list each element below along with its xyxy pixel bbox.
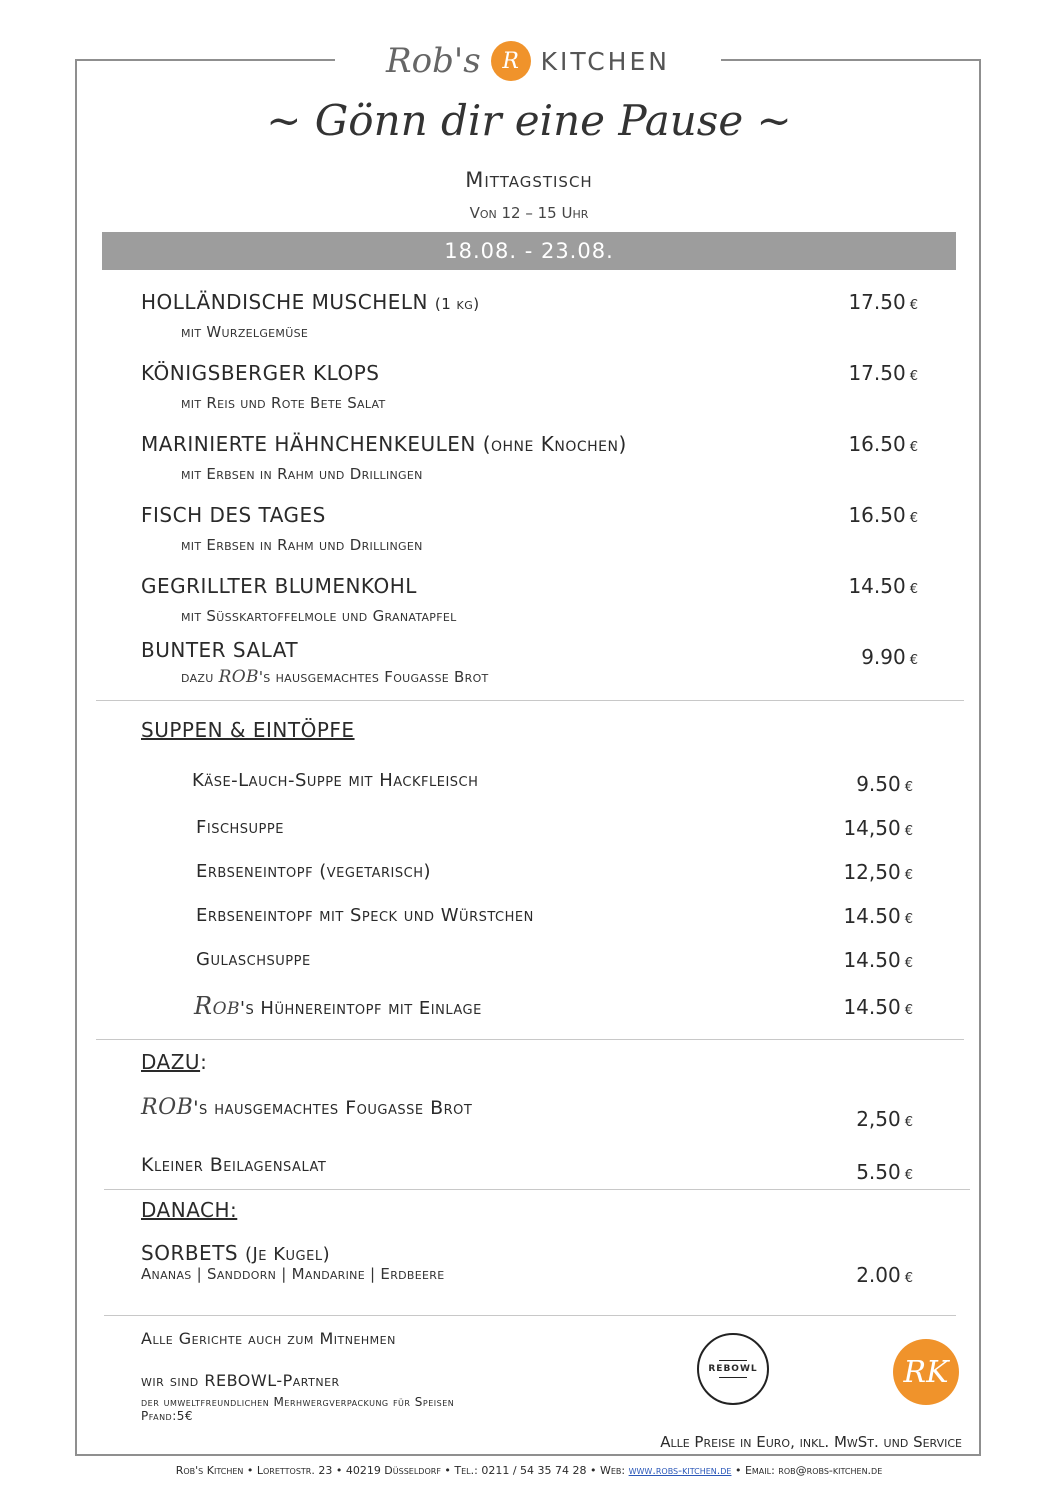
brand-rob: Rob's	[386, 41, 481, 81]
currency-symbol: €	[904, 956, 913, 971]
menu-item-desc: mit Erbsen in Rahm und Drillingen	[181, 536, 423, 554]
side-price	[793, 1107, 913, 1131]
page-subtitle: Mittagstisch	[465, 168, 593, 192]
currency-symbol: €	[904, 1003, 913, 1018]
item-title: HOLLÄNDISCHE MUSCHELN	[141, 290, 428, 314]
address-text: Rob's Kitchen • Lorettostr. 23 • 40219 Düsseldorf • Tel.: 0211 / 54 35 74 28 • Web:	[175, 1464, 629, 1477]
dessert-item	[141, 1241, 330, 1265]
rebowl-logo-bar	[719, 1377, 747, 1378]
price-value: 16.50	[848, 503, 906, 527]
currency-symbol: €	[904, 780, 913, 795]
menu-item-desc: mit Erbsen in Rahm und Drillingen	[181, 465, 423, 483]
item-title: FISCH DES TAGES	[141, 503, 326, 527]
menu-item-name	[141, 290, 480, 314]
price-value: 9.90	[861, 645, 906, 669]
price-value: 5.50	[856, 1160, 901, 1184]
menu-item-price	[798, 361, 918, 385]
heading-text: DAZU	[141, 1050, 201, 1074]
side-item: Kleiner Beilagensalat	[141, 1154, 327, 1176]
section-divider	[96, 700, 964, 701]
soup-item: Erbseneintopf (vegetarisch)	[196, 861, 432, 882]
item-title: 's Hühnereintopf mit Einlage	[240, 998, 482, 1019]
price-value: 2.00	[856, 1263, 901, 1287]
section-divider	[104, 1189, 970, 1190]
menu-item-price	[798, 645, 918, 669]
price-value: 14.50	[848, 574, 906, 598]
rebowl-logo-text: REBOWL	[708, 1364, 758, 1374]
menu-item-desc: mit Reis und Rote Bete Salat	[181, 394, 386, 412]
tagline: ~ Gönn dir eine Pause ~	[266, 96, 792, 145]
currency-symbol: €	[904, 1271, 913, 1286]
price-value: 2,50	[856, 1107, 901, 1131]
brand-header	[345, 36, 711, 86]
rob-script: Rob	[194, 992, 240, 1020]
item-note: (Je Kugel)	[244, 1244, 331, 1265]
currency-symbol: €	[904, 1168, 913, 1183]
item-title: BUNTER SALAT	[141, 638, 299, 662]
dessert-flavors: Ananas | Sanddorn | Mandarine | Erdbeere	[141, 1265, 445, 1283]
soup-price	[793, 860, 913, 884]
email-text: • Email: rob@robs-kitchen.de	[731, 1464, 883, 1477]
soup-price	[793, 948, 913, 972]
section-heading-soups: SUPPEN & EINTÖPFE	[141, 718, 355, 742]
currency-symbol: €	[904, 868, 913, 883]
menu-item-price	[798, 432, 918, 456]
currency-symbol: €	[904, 824, 913, 839]
rebowl-logo-icon	[697, 1333, 769, 1405]
date-range-bar	[102, 232, 956, 270]
currency-symbol: €	[909, 298, 918, 313]
rk-logo-icon: RK	[893, 1339, 959, 1405]
brand-kitchen: KITCHEN	[540, 46, 670, 76]
item-note: (ohne Knochen)	[482, 432, 627, 456]
soup-price	[793, 995, 913, 1019]
rebowl-desc: der umweltfreundlichen Merhwergverpackung für Speisen	[141, 1395, 455, 1409]
side-price	[793, 1160, 913, 1184]
rebowl-partner: wir sind REBOWL-Partner	[141, 1371, 340, 1390]
soup-price	[793, 772, 913, 796]
currency-symbol: €	[909, 511, 918, 526]
section-heading-danach: DANACH:	[141, 1198, 238, 1222]
deposit-note: Pfand:5€	[141, 1409, 194, 1423]
prices-note: Alle Preise in Euro, inkl. MwSt. und Service	[660, 1433, 962, 1451]
price-value: 14.50	[843, 904, 901, 928]
desc-prefix: dazu	[181, 668, 214, 686]
item-title: 's hausgemachtes Fougasse Brot	[193, 1097, 473, 1119]
menu-item-desc	[181, 667, 489, 687]
takeaway-note: Alle Gerichte auch zum Mitnehmen	[141, 1329, 396, 1348]
menu-item-name	[141, 503, 326, 527]
currency-symbol: €	[909, 369, 918, 384]
brand-logo-icon: R	[491, 41, 531, 81]
price-value: 14.50	[843, 948, 901, 972]
currency-symbol: €	[909, 440, 918, 455]
desc-suffix: 's hausgemachtes Fougasse Brot	[258, 668, 489, 686]
price-value: 16.50	[848, 432, 906, 456]
menu-item-price	[798, 503, 918, 527]
soup-item: Gulaschsuppe	[196, 949, 311, 970]
currency-symbol: €	[909, 582, 918, 597]
item-title: SORBETS	[141, 1241, 239, 1265]
currency-symbol: €	[904, 912, 913, 927]
menu-item-name	[141, 432, 627, 456]
price-value: 17.50	[848, 361, 906, 385]
rob-script: ROB	[218, 667, 259, 687]
rob-script: ROB	[141, 1095, 194, 1120]
price-value: 9.50	[856, 772, 901, 796]
soup-item: Käse-Lauch-Suppe mit Hackfleisch	[192, 770, 479, 791]
price-value: 12,50	[843, 860, 901, 884]
price-value: 14,50	[843, 816, 901, 840]
side-item	[141, 1095, 472, 1120]
item-title: KÖNIGSBERGER KLOPS	[141, 361, 380, 385]
date-range: 18.08. - 23.08.	[444, 239, 614, 263]
menu-item-name	[141, 574, 417, 598]
soup-item	[194, 992, 482, 1020]
item-title: GEGRILLTER BLUMENKOHL	[141, 574, 417, 598]
dessert-price	[793, 1263, 913, 1287]
rebowl-logo-bar	[719, 1360, 747, 1361]
price-value: 14.50	[843, 995, 901, 1019]
soup-item: Fischsuppe	[196, 817, 284, 838]
section-heading-dazu	[141, 1050, 207, 1074]
menu-item-price	[798, 574, 918, 598]
opening-hours: Von 12 – 15 Uhr	[469, 204, 589, 222]
currency-symbol: €	[909, 653, 918, 668]
heading-colon: :	[200, 1050, 208, 1074]
section-divider	[96, 1039, 964, 1040]
website-link[interactable]: www.robs-kitchen.de	[628, 1464, 732, 1477]
item-title: MARINIERTE HÄHNCHENKEULEN	[141, 432, 476, 456]
menu-item-price	[798, 290, 918, 314]
address-line	[0, 1464, 1058, 1477]
menu-item-desc: mit Wurzelgemüse	[181, 323, 309, 341]
menu-item-name	[141, 638, 298, 662]
soup-item: Erbseneintopf mit Speck und Würstchen	[196, 905, 534, 926]
soup-price	[793, 816, 913, 840]
price-value: 17.50	[848, 290, 906, 314]
section-divider	[104, 1315, 956, 1316]
menu-item-desc: mit Süsskartoffelmole und Granatapfel	[181, 607, 457, 625]
item-note: (1 kg)	[434, 295, 480, 313]
soup-price	[793, 904, 913, 928]
menu-item-name	[141, 361, 380, 385]
currency-symbol: €	[904, 1115, 913, 1130]
